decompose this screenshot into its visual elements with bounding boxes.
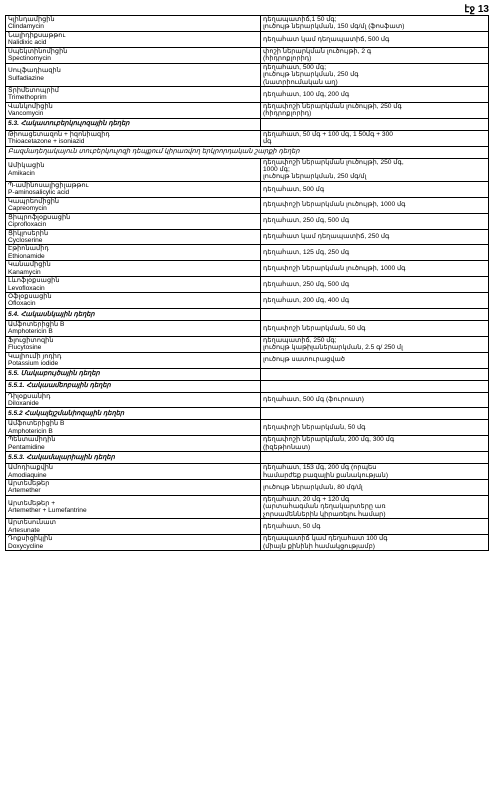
drug-latin-name: Pentamidine (8, 443, 45, 451)
drug-name-cell (6, 31, 261, 47)
dosage-form-cell (261, 336, 489, 352)
drug-name-cell (6, 63, 261, 86)
drug-name: Կլինդամիցին (8, 16, 55, 23)
drug-row (6, 293, 489, 309)
dosage-form-line: փոշի ներարկման լուծույթի, 2 գ (263, 47, 372, 55)
dosage-form-line: դեղափոշի ներարկման, 50 մգ (263, 324, 366, 332)
empty-cell (261, 308, 489, 320)
drug-latin-name: Amodiaquine (8, 471, 47, 479)
drug-row (6, 47, 489, 63)
dosage-form-cell (261, 130, 489, 146)
drug-latin-name: Artemether + Lumefantrine (8, 507, 87, 515)
drug-row (6, 102, 489, 118)
dosage-form-line: 1000 մգ; (263, 166, 290, 173)
dosage-form-line: (արտահագման դեղակարտերը առ (263, 503, 386, 511)
dosage-form-cell (261, 229, 489, 245)
dosage-form-cell (261, 158, 489, 181)
note-row (6, 146, 489, 158)
dosage-form-cell (261, 197, 489, 213)
note-text: Բազմադեղակայուն տուբերկուլոզի դեպքում կիրառվող երկրորդական շարքի դեղեր (6, 146, 489, 158)
drug-latin-name: Artemether (8, 487, 41, 495)
drug-name-cell (6, 352, 261, 368)
drug-latin-name: Spectinomycin (8, 55, 51, 63)
drug-name: Դիլօքսանիդ (8, 392, 51, 400)
drug-name: Էթիոնամիդ (8, 245, 49, 253)
dosage-form-cell (261, 47, 489, 63)
dosage-form-line: դեղապատիճ,1 50 մգ; (263, 16, 337, 23)
drug-name-cell (6, 86, 261, 102)
dosage-form-cell (261, 31, 489, 47)
drug-latin-name: Doxycycline (8, 542, 44, 550)
drug-name-cell (6, 420, 261, 436)
section-heading: 5.5.3. Հակամալարիային դեղեր (6, 452, 261, 464)
drug-row (6, 420, 489, 436)
dosage-form-line: դեղահատ, 500 մգ (263, 185, 325, 193)
drug-name: Վանկոմիցին (8, 102, 53, 110)
dosage-form-line: (միայն քինինի համակցությամբ) (263, 542, 375, 550)
dosage-form-line: լուծույթ սատուրացված (263, 356, 346, 364)
dosage-form-line: դեղափոշի ներարկման լուծույթի, 250 մգ, (263, 158, 404, 166)
drug-name-cell (6, 181, 261, 197)
dosage-form-line: չորսամեններին կիրառելու համար) (263, 510, 386, 518)
section-heading-row (6, 380, 489, 392)
drug-row (6, 130, 489, 146)
drug-row (6, 229, 489, 245)
dosage-form-cell (261, 436, 489, 452)
drug-name-cell (6, 495, 261, 518)
section-heading-row (6, 368, 489, 380)
drug-row (6, 16, 489, 32)
drug-row (6, 519, 489, 535)
drug-name-cell (6, 102, 261, 118)
dosage-form-line: դեղապատիճ, 250 մգ; (263, 336, 337, 344)
drug-row (6, 213, 489, 229)
drug-row (6, 31, 489, 47)
section-heading-row (6, 308, 489, 320)
drug-row (6, 320, 489, 336)
section-heading: 5.5.2 Հակալեյշմանիոզային դեղեր (6, 408, 261, 420)
drug-row (6, 480, 489, 496)
section-heading-row (6, 118, 489, 130)
drug-name: Պենտամիդին (8, 436, 56, 444)
drug-name: Կապրեոմիցին (8, 197, 60, 205)
drug-name-cell (6, 320, 261, 336)
dosage-form-line: (հիդրոքլորիդ) (263, 55, 312, 63)
drug-latin-name: Amphotericin B (8, 427, 53, 435)
dosage-form-line: դեղահատ, 500 մգ; (263, 63, 327, 71)
drug-row (6, 261, 489, 277)
drug-latin-name: P-aminosalicylic acid (8, 189, 70, 197)
dosage-form-line: դեղահատ կամ դեղապատիճ, 500 մգ (263, 35, 390, 43)
drug-name-cell (6, 392, 261, 408)
drug-name-cell (6, 277, 261, 293)
dosage-form-cell (261, 519, 489, 535)
dosage-form-line: դեղահատ, 50 մգ (263, 522, 321, 530)
drug-latin-name: Vancomycin (8, 110, 44, 118)
drug-name-cell (6, 158, 261, 181)
dosage-form-line: դեղափոշի ներարկման լուծույթի, 1000 մգ (263, 264, 406, 272)
empty-cell (261, 368, 489, 380)
page-number: էջ 13 (464, 4, 489, 15)
dosage-form-line: դեղահատ, 20 մգ + 120 մգ (263, 495, 350, 503)
dosage-form-cell (261, 464, 489, 480)
drug-latin-name: Sulfadiazine (8, 74, 44, 82)
drug-row (6, 436, 489, 452)
dosage-form-line: դեղահատ, 50 մգ + 100 մգ, 1 50մգ + 300 (263, 130, 393, 138)
dosage-form-cell (261, 102, 489, 118)
dosage-form-cell (261, 352, 489, 368)
dosage-form-line: դեղահատ, 153 մգ, 200 մգ (որպես (263, 464, 377, 472)
dosage-form-line: դեղահատ, 500 մգ (ֆուրոատ) (263, 396, 364, 404)
drug-name-cell (6, 245, 261, 261)
dosage-form-line: դեղափոշի ներարկման, 50 մգ (263, 424, 366, 432)
drug-table-body (6, 16, 489, 551)
section-heading: 5.5. Մակաբույծային դեղեր (6, 368, 261, 380)
drug-row (6, 535, 489, 551)
drug-row (6, 63, 489, 86)
drug-name: Պ-ամինոսալիցիլաթթու (8, 181, 89, 189)
drug-latin-name: Kanamycin (8, 268, 41, 276)
section-heading-row (6, 452, 489, 464)
section-heading-row (6, 408, 489, 420)
drug-latin-name: Levofloxacin (8, 284, 45, 292)
dosage-form-line: (հիդրոքլորիդ) (263, 110, 312, 118)
section-heading: 5.5.1. Հակաամեոբային դեղեր (6, 380, 261, 392)
drug-name: Արտեսունատ (8, 519, 57, 527)
drug-row (6, 277, 489, 293)
dosage-form-line: դեղափոշի ներարկման լուծույթի, 1000 մգ (263, 201, 406, 209)
dosage-form-cell (261, 495, 489, 518)
drug-name-cell (6, 535, 261, 551)
empty-cell (261, 118, 489, 130)
dosage-form-line: դեղապատիճ կամ դեղահատ 100 մգ (263, 535, 388, 543)
drug-latin-name: Capreomycin (8, 205, 47, 213)
dosage-form-line: դեղափոշի ներարկման, 200 մգ, 300 մգ (263, 436, 395, 444)
dosage-form-line: (նատրիումական աղ) (263, 78, 338, 86)
drug-name: Թիոացետազոն + իզոնիազիդ (8, 130, 110, 138)
dosage-form-line: (իզեթիոնատ) (263, 443, 311, 451)
drug-name: Ամոդիաքվին (8, 464, 54, 472)
drug-name-cell (6, 480, 261, 496)
dosage-form-cell (261, 181, 489, 197)
dosage-form-cell (261, 16, 489, 32)
dosage-form-line: դեղահատ, 100 մգ, 200 մգ (263, 90, 350, 98)
dosage-form-line: դեղահատ կամ դեղապատիճ, 250 մգ (263, 233, 390, 241)
drug-row (6, 352, 489, 368)
dosage-form-line: լուծույթ ներարկման, 250 մգ/մլ (263, 173, 367, 181)
dosage-form-cell (261, 293, 489, 309)
section-heading: 5.4. Հակասնկային դեղեր (6, 308, 261, 320)
empty-cell (261, 452, 489, 464)
drug-name: Ցիպրոֆլօքսացին (8, 213, 71, 221)
drug-name-cell (6, 130, 261, 146)
drug-latin-name: Potassium iodide (8, 360, 59, 368)
drug-row (6, 464, 489, 480)
drug-latin-name: Artesunate (8, 526, 40, 534)
dosage-form-cell (261, 277, 489, 293)
dosage-form-cell (261, 261, 489, 277)
dosage-form-cell (261, 480, 489, 496)
drug-latin-name: Trimethoprim (8, 94, 47, 102)
drug-name-cell (6, 519, 261, 535)
drug-latin-name: Cycloserine (8, 236, 43, 244)
drug-name: Ամֆոտերիցին B (8, 320, 65, 328)
drug-name: Արտեմեթեր (8, 480, 50, 487)
drug-row (6, 158, 489, 181)
dosage-form-line: լուծույթ ներարկման, 250 մգ (263, 71, 359, 79)
drug-name-cell (6, 47, 261, 63)
dosage-form-cell (261, 535, 489, 551)
drug-name: Տրիմետոպրիմ (8, 86, 59, 94)
drug-name: Ցիկլոսերին (8, 229, 49, 237)
drug-row (6, 336, 489, 352)
drug-name: Լևոֆլօքսացին (8, 277, 60, 285)
drug-row (6, 197, 489, 213)
empty-cell (261, 408, 489, 420)
drug-name: Օֆլօքսացին (8, 293, 52, 300)
drug-row (6, 495, 489, 518)
drug-latin-name: Diloxanide (8, 399, 39, 407)
dosage-form-line: դեղահատ, 200 մգ, 400 մգ (263, 296, 350, 304)
drug-latin-name: Flucytosine (8, 344, 42, 352)
drug-name: Նալիդիքսաթթու (8, 31, 66, 39)
dosage-form-cell (261, 392, 489, 408)
dosage-form-cell (261, 63, 489, 86)
drug-name-cell (6, 261, 261, 277)
drug-name-cell (6, 336, 261, 352)
dosage-form-cell (261, 245, 489, 261)
drug-row (6, 392, 489, 408)
drug-name-cell (6, 16, 261, 32)
drug-latin-name: Thioacetazone + isoniazid (8, 138, 85, 146)
dosage-form-line: լուծույթ կաթիլաներարկման, 2.5 գ/ 250 մլ (263, 344, 403, 352)
dosage-form-line: դեղահատ, 250 մգ, 500 մգ (263, 280, 350, 288)
dosage-form-line: դեղահատ, 250 մգ, 500 մգ (263, 217, 350, 225)
dosage-form-cell (261, 213, 489, 229)
dosage-form-line: լուծույթ ներարկման, 80 մգ/մլ (263, 483, 363, 491)
drug-name: Ամիկացին (8, 162, 45, 170)
dosage-form-cell (261, 86, 489, 102)
dosage-form-line: մգ (263, 138, 272, 146)
drug-latin-name: Amikacin (8, 169, 35, 177)
dosage-form-cell (261, 420, 489, 436)
drug-name-cell (6, 436, 261, 452)
empty-cell (261, 380, 489, 392)
dosage-form-line: դեղահատ, 125 մգ, 250 մգ (263, 249, 350, 257)
drug-row (6, 245, 489, 261)
drug-latin-name: Nalidixic acid (8, 39, 47, 47)
drug-row (6, 86, 489, 102)
dosage-form-line: լուծույթ ներարկման, 150 մգ/մլ (ֆոսֆատ) (263, 23, 405, 31)
section-heading: 5.3. Հակատուբերկուլոզային դեղեր (6, 118, 261, 130)
drug-name-cell (6, 464, 261, 480)
drug-latin-name: Ofloxacin (8, 300, 36, 308)
drug-latin-name: Amphotericin B (8, 328, 53, 336)
drug-name: Կանամիցին (8, 261, 51, 269)
drug-table (5, 15, 489, 551)
drug-name-cell (6, 213, 261, 229)
drug-latin-name: Ethionamide (8, 252, 45, 260)
dosage-form-cell (261, 320, 489, 336)
drug-latin-name: Ciprofloxacin (8, 221, 47, 229)
dosage-form-line: համարժեք բազային քանակության) (263, 471, 389, 479)
drug-name: Դոքսիցիկլին (8, 535, 53, 543)
drug-row (6, 181, 489, 197)
drug-latin-name: Clindamycin (8, 23, 44, 31)
drug-name: Սուլֆադիազին (8, 67, 61, 75)
drug-name: Կալիումի յոդիդ (8, 352, 62, 360)
drug-name: Արտեմեթեր + (8, 499, 56, 507)
drug-name-cell (6, 197, 261, 213)
drug-name: Սպեկտինոմիցին (8, 47, 68, 55)
drug-name: Ֆլուցիտոզին (8, 336, 54, 344)
dosage-form-line: դեղափոշի ներարկման լուծույթի, 250 մգ (263, 102, 402, 110)
drug-name: Ամֆոտերիցին B (8, 420, 65, 428)
drug-name-cell (6, 293, 261, 309)
drug-name-cell (6, 229, 261, 245)
